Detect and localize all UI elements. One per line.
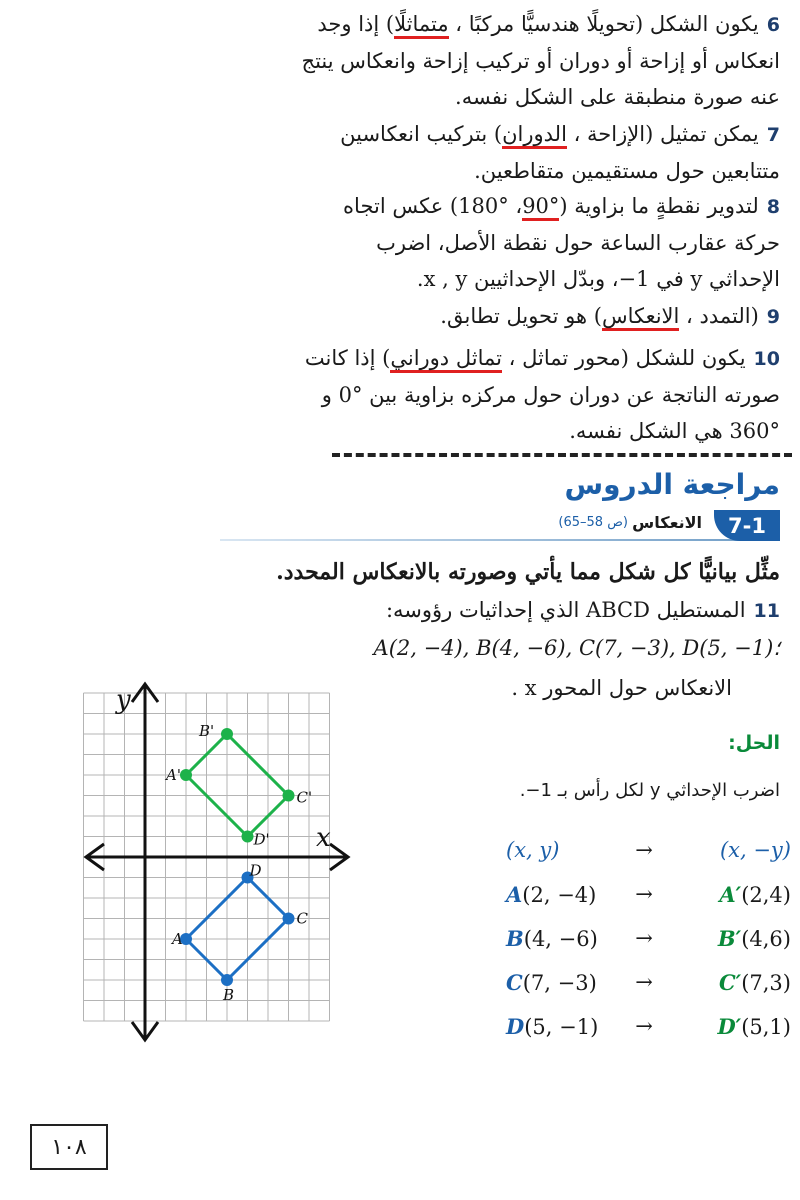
vertex-label: D xyxy=(249,861,262,880)
mapping-row: A(2, −4) → A′(2,4) xyxy=(506,881,791,907)
vertex-point xyxy=(221,728,233,740)
instruction: مثِّل بيانيًّا كل شكل مما يأتي وصورته بالانعكاس المحدد. xyxy=(276,559,780,585)
question-number: 11 xyxy=(753,600,780,622)
mapping-row: B(4, −6) → B′(4,6) xyxy=(506,925,791,951)
mapping-row: C(7, −3) → C′(7,3) xyxy=(506,969,791,995)
original-rectangle xyxy=(170,862,309,1005)
question-6: 6يكون الشكل (تحويلًا هندسيًّا مركبًا ، متماثلًا) إذا وجد انعكاس أو إزاحة أو دوران أو تركيب إزاحة وانعكاس ينتج عنه صورة منطبقة على الشكل نفسه. xyxy=(301,12,780,109)
coordinate-graph xyxy=(80,678,360,1048)
vertex-label: C xyxy=(296,909,308,928)
arrow: → xyxy=(635,1014,653,1038)
vertex-point xyxy=(283,790,295,802)
page-number: ١٠٨ xyxy=(30,1124,108,1170)
vertex-label: B' xyxy=(199,722,215,740)
question-text: المستطيل ABCD الذي إحداثيات رؤوسه: xyxy=(385,598,746,622)
vertex-point xyxy=(242,831,254,843)
lesson-number-tab: 7-1 xyxy=(714,510,780,541)
vertex-label: B xyxy=(223,986,235,1004)
vertex-point xyxy=(221,974,233,986)
vertex-point xyxy=(180,769,192,781)
lesson-title: الانعكاس xyxy=(632,513,702,532)
question-9: 9(التمدد ، الانعكاس) هو تحويل تطابق. xyxy=(300,298,780,335)
solution-text: اضرب الإحداثي y لكل رأس بـ 1−. xyxy=(519,780,780,801)
lesson-rule xyxy=(220,539,780,541)
vertex-label: A xyxy=(172,930,183,948)
mapping-table xyxy=(506,828,791,1048)
answer-underline: متماثلًا xyxy=(394,12,449,39)
lesson-header xyxy=(220,510,780,542)
lesson-pages: (ص 58–65) xyxy=(558,515,628,530)
dashed-divider xyxy=(332,453,792,457)
vertex-label: D' xyxy=(253,830,270,849)
arrow: → xyxy=(635,838,653,862)
arrow: → xyxy=(635,882,653,906)
image-rule: (x, −y) xyxy=(719,838,791,862)
answer-underline: الدوران xyxy=(502,122,567,149)
review-title: مراجعة الدروس xyxy=(564,468,780,501)
question-10: 10يكون للشكل (محور تماثل ، تماثل دوراني) إذا كانت صورته الناتجة عن دوران حول مركزه بزاوية بين °0 و °360 هي الشكل نفسه. xyxy=(304,346,780,443)
arrow: → xyxy=(635,970,653,994)
reflection-instruction: الانعكاس حول المحور x . xyxy=(511,676,732,700)
pre-image-rule: (x, y) xyxy=(506,838,560,862)
question-number: 9 xyxy=(766,306,780,328)
question-number: 6 xyxy=(766,14,780,36)
answer-underline: تماثل دوراني xyxy=(390,346,502,373)
answer-underline: الانعكاس xyxy=(602,304,679,331)
question-11 xyxy=(300,592,780,629)
original-rectangle-outline xyxy=(186,878,289,981)
question-7: 7يمكن تمثيل (الإزاحة ، الدوران) بتركيب انعكاسين متتابعين حول مستقيمين متقاطعين. xyxy=(340,122,780,183)
x-axis-label: x xyxy=(316,823,331,853)
mapping-row: D(5, −1) → D′(5,1) xyxy=(506,1013,791,1039)
mapping-header-row xyxy=(506,828,791,872)
vertex-label: A' xyxy=(166,766,181,784)
vertex-label: C' xyxy=(296,788,313,807)
question-8: 8لتدوير نقطةٍ ما بزاوية (°90، °180) عكس اتجاه حركة عقارب الساعة حول نقطة الأصل، اضرب الإحداثي y في 1−، وبدّل الإحداثيين x , y. xyxy=(343,194,780,291)
answer-underline: °90 xyxy=(522,194,559,221)
y-axis-label: y xyxy=(116,685,131,715)
arrow: → xyxy=(635,926,653,950)
image-rectangle-outline xyxy=(186,734,289,837)
question-number: 8 xyxy=(766,196,780,218)
question-number: 10 xyxy=(753,348,780,370)
vertex-coordinates: A(2, −4), B(4, −6), C(7, −3), D(5, −1)؛ xyxy=(373,636,780,660)
question-number: 7 xyxy=(766,124,780,146)
solution-heading: الحل: xyxy=(728,732,780,754)
vertex-point xyxy=(283,913,295,925)
